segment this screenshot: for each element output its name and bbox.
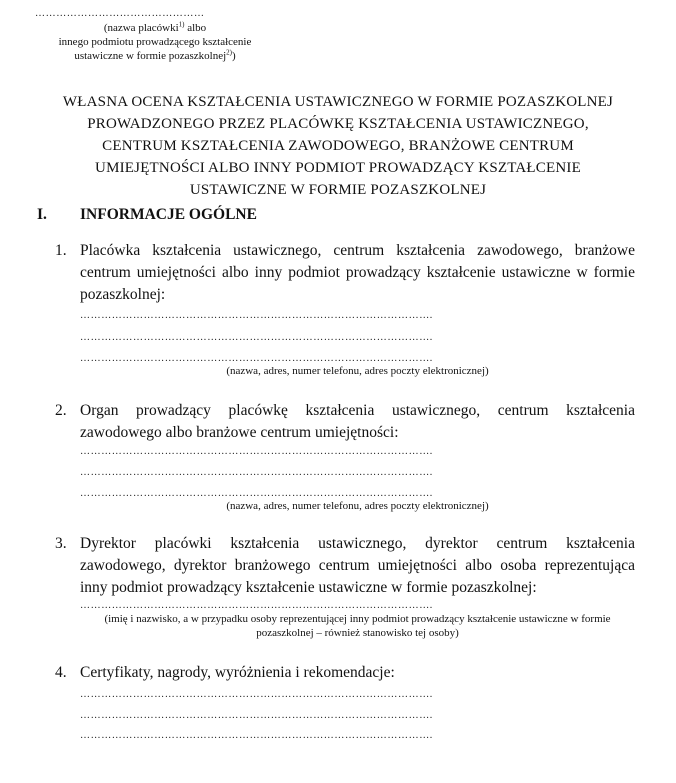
fill-line[interactable]: ………………………………………………………………………………………. bbox=[80, 354, 433, 364]
item-number: 1. bbox=[55, 242, 67, 259]
item-number: 3. bbox=[55, 535, 67, 552]
institution-name-dots: ………………………………………… bbox=[35, 9, 205, 19]
item-3-caption: (imię i nazwisko, a w przypadku osoby reprezentującej inny podmiot prowadzący kształcenie ustawiczne w formie pozaszkolnej – również stanowisko tej osoby) bbox=[104, 613, 611, 639]
item-1-caption: (nazwa, adres, numer telefonu, adres poczty elektronicznej) bbox=[226, 365, 489, 377]
item-number: 2. bbox=[55, 402, 67, 419]
fill-line[interactable]: ………………………………………………………………………………………. bbox=[80, 489, 433, 499]
fill-line[interactable]: ………………………………………………………………………………………. bbox=[80, 711, 433, 721]
item-3-text: Dyrektor placówki kształcenia ustawicznego, dyrektor centrum kształcenia zawodowego, dyrektor branżowego centrum umiejętności albo osoba reprezentująca inny podmiot prowadzący kształcenie ustawiczne w formie pozaszkolnej: bbox=[80, 535, 635, 596]
section-number: I. bbox=[37, 206, 47, 223]
fill-line[interactable]: ………………………………………………………………………………………. bbox=[80, 447, 433, 457]
fill-line[interactable]: ………………………………………………………………………………………. bbox=[80, 690, 433, 700]
institution-name-label: (nazwa placówki$^{1)}$ albo innego podmiotu prowadzącego kształcenie ustawiczne w formie pozaszkolnej$^{2)}$) bbox=[58, 20, 252, 62]
item-2-caption: (nazwa, adres, numer telefonu, adres poczty elektronicznej) bbox=[226, 500, 489, 512]
item-number: 4. bbox=[55, 664, 67, 681]
fill-line[interactable]: ………………………………………………………………………………………. bbox=[80, 601, 433, 611]
fill-line[interactable]: ………………………………………………………………………………………. bbox=[80, 468, 433, 478]
fill-line[interactable]: ………………………………………………………………………………………. bbox=[80, 731, 433, 741]
item-4-text: Certyfikaty, nagrody, wyróżnienia i rekomendacje: bbox=[80, 664, 395, 681]
item-1-text: Placówka kształcenia ustawicznego, centrum kształcenia zawodowego, branżowe centrum umiejętności albo inny podmiot prowadzący kształcenie ustawiczne w formie pozaszkolnej: bbox=[80, 242, 635, 303]
section-title: INFORMACJE OGÓLNE bbox=[80, 206, 257, 223]
item-2-text: Organ prowadzący placówkę kształcenia ustawicznego, centrum kształcenia zawodowego albo branżowe centrum umiejętności: bbox=[80, 402, 635, 441]
fill-line[interactable]: ………………………………………………………………………………………. bbox=[80, 333, 433, 343]
fill-line[interactable]: ………………………………………………………………………………………. bbox=[80, 311, 433, 321]
document-title: WŁASNA OCENA KSZTAŁCENIA USTAWICZNEGO W FORMIE POZASZKOLNEJ PROWADZONEGO PRZEZ PLACÓWKĘ KSZTAŁCENIA USTAWICZNEGO, CENTRUM KSZTAŁCENIA ZAWODOWEGO, BRANŻOWE CENTRUM UMIEJĘTNOŚCI ALBO INNY PODMIOT PROWADZĄCY KSZTAŁCENIE USTAWICZNE W FORMIE POZASZKOLNEJ bbox=[62, 94, 614, 198]
